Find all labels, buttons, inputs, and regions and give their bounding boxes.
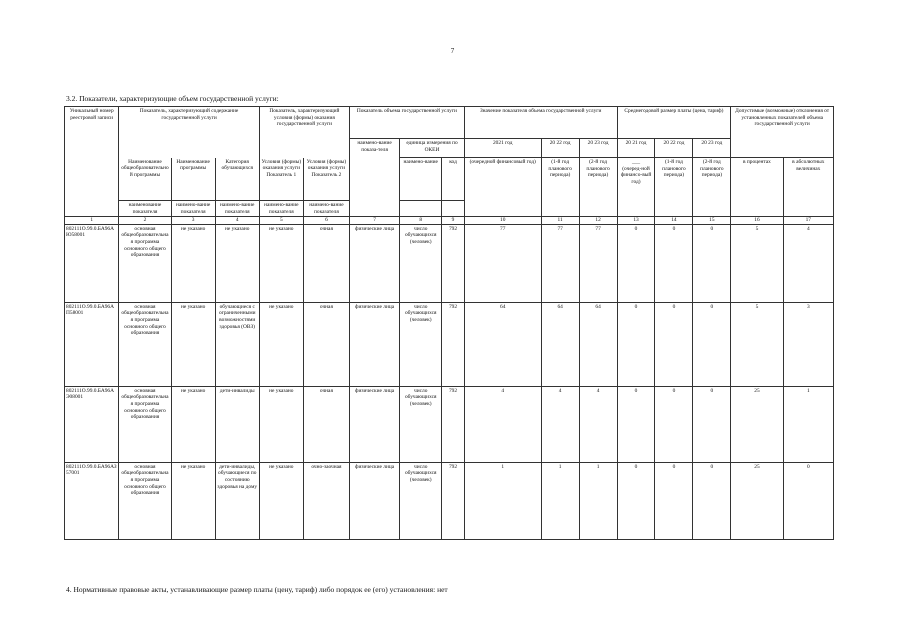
cell-price-2023: 0 (693, 462, 731, 539)
header-row-1 (65, 107, 834, 139)
header-price-year-2023: 20 23 год (693, 139, 731, 158)
cell-indicator: физические лица (349, 386, 399, 462)
cell-value-2023: 77 (579, 224, 617, 302)
cell-code: 792 (442, 224, 465, 302)
column-number: 7 (349, 217, 399, 225)
cell-program: основная общеобразовательная программа основного общего образования (119, 386, 171, 462)
cell-unit: число обучающихся (человек) (400, 462, 442, 539)
column-number: 13 (617, 217, 655, 225)
header-price-year-2021: 20 21 год (617, 139, 655, 158)
column-number: 12 (579, 217, 617, 225)
table-row (65, 386, 834, 462)
cell-registry-id: 802111О.99.0.БА96АЭ08001 (65, 386, 119, 462)
cell-deviation-percent: 25 (731, 462, 783, 539)
cell-category: дети-инвалиды, обучающиеся по состоянию здоровья на дому (215, 462, 259, 539)
column-number: 6 (303, 217, 349, 225)
header-unit-group: единица измерения по ОКЕИ (400, 139, 465, 158)
header-percent: в процентах (731, 158, 783, 217)
cell-category: обучающиеся с ограниченными возможностями здоровья (ОВЗ) (215, 302, 259, 386)
cell-unit: число обучающихся (человек) (400, 386, 442, 462)
cell-deviation-absolute: 1 (783, 386, 833, 462)
cell-price-2022: 0 (655, 462, 693, 539)
header-col-condition-2: Условия (формы) оказания услуги Показатель 2 (303, 158, 349, 201)
cell-value-2021: 64 (464, 302, 541, 386)
cell-category: не указано (215, 224, 259, 302)
page-number: 7 (450, 47, 455, 55)
column-number: 5 (259, 217, 303, 225)
header-volume-name: наимено-вание показа-теля (349, 139, 399, 217)
header-price-group: Среднегодовой размер платы (цена, тариф) (617, 107, 731, 139)
column-number: 11 (541, 217, 579, 225)
column-number: 15 (693, 217, 731, 225)
cell-code: 792 (442, 462, 465, 539)
column-number: 16 (731, 217, 783, 225)
cell-value-2022: 77 (541, 224, 579, 302)
cell-price-2023: 0 (693, 386, 731, 462)
cell-condition-1: не указано (259, 386, 303, 462)
cell-price-2023: 0 (693, 224, 731, 302)
cell-unit: число обучающихся (человек) (400, 224, 442, 302)
cell-deviation-absolute: 3 (783, 302, 833, 386)
table-row (65, 462, 834, 539)
cell-value-2022: 1 (541, 462, 579, 539)
header-year-2023: 20 23 год (579, 139, 617, 158)
cell-price-2021: 0 (617, 462, 655, 539)
header-col-condition-1: Условия (формы) оказания услуги Показатель 1 (259, 158, 303, 201)
header-first-year: (1-й год планового периода) (541, 158, 579, 217)
cell-program-name: не указано (171, 386, 215, 462)
column-number: 8 (400, 217, 442, 225)
header-col-program-name: Наименование программы (171, 158, 215, 201)
cell-price-2022: 0 (655, 302, 693, 386)
cell-price-2021: 0 (617, 224, 655, 302)
header-volume-group: Показатель объема государственной услуги (349, 107, 464, 139)
volume-indicators-table (64, 106, 834, 540)
cell-category: дети-инвалиды (215, 386, 259, 462)
cell-condition-2: очная (303, 224, 349, 302)
cell-registry-id: 802111О.99.0.БА96АЗ57001 (65, 462, 119, 539)
column-number: 2 (119, 217, 171, 225)
cell-indicator: физические лица (349, 224, 399, 302)
cell-program-name: не указано (171, 462, 215, 539)
cell-program-name: не указано (171, 302, 215, 386)
cell-deviation-percent: 5 (731, 302, 783, 386)
cell-condition-2: очная (303, 386, 349, 462)
header-content-group: Показатель, характеризующий содержание государственной услуги (119, 107, 259, 158)
cell-unit: число обучающихся (человек) (400, 302, 442, 386)
cell-registry-id: 802111О.99.0.БА96АЮ58001 (65, 224, 119, 302)
header-col-program: Наименование общеобразовательной программы (119, 158, 171, 201)
cell-price-2023: 0 (693, 302, 731, 386)
cell-price-2022: 0 (655, 386, 693, 462)
cell-program: основная общеобразовательная программа основного общего образования (119, 462, 171, 539)
header-price-first: (1-й год планового периода) (655, 158, 693, 217)
header-empty (442, 201, 465, 217)
cell-condition-2: очно-заочная (303, 462, 349, 539)
column-number: 3 (171, 217, 215, 225)
column-number: 17 (783, 217, 833, 225)
column-number: 4 (215, 217, 259, 225)
header-indicator-name: наименование показателя (119, 201, 171, 217)
cell-program-name: не указано (171, 224, 215, 302)
header-indicator-name: наимено-вание показателя (259, 201, 303, 217)
cell-code: 792 (442, 386, 465, 462)
cell-value-2023: 1 (579, 462, 617, 539)
header-col-category: Категория обучающихся (215, 158, 259, 201)
cell-deviation-absolute: 4 (783, 224, 833, 302)
header-indicator-name: наимено-вание показателя (215, 201, 259, 217)
cell-code: 792 (442, 302, 465, 386)
header-indicator-name: наимено-вание показателя (171, 201, 215, 217)
header-value-group: Значение показателя объема государственной услуги (464, 107, 617, 139)
cell-price-2022: 0 (655, 224, 693, 302)
cell-value-2023: 4 (579, 386, 617, 462)
header-unit-name: наимено-вание (400, 158, 442, 201)
cell-value-2022: 64 (541, 302, 579, 386)
cell-indicator: физические лица (349, 302, 399, 386)
header-price-second: (2-й год планового периода) (693, 158, 731, 217)
cell-value-2021: 1 (464, 462, 541, 539)
column-number-row (65, 217, 834, 225)
header-absolute: в абсолютных величинах (783, 158, 833, 217)
header-row-3 (65, 158, 834, 201)
cell-value-2021: 77 (464, 224, 541, 302)
header-deviation-group: Допустимые (возможные) отклонения от установленных показателей объема государственной услуги (731, 107, 834, 158)
table-row (65, 302, 834, 386)
cell-value-2023: 64 (579, 302, 617, 386)
cell-program: основная общеобразовательная программа основного общего образования (119, 224, 171, 302)
header-unit-code: код (442, 158, 465, 201)
header-unique-number: Уникальный номер реестровой записи (65, 107, 119, 217)
cell-price-2021: 0 (617, 386, 655, 462)
header-conditions-group: Показатель, характеризующий условия (формы) оказания государственной услуги (259, 107, 349, 158)
header-fy: (очередной финансовый год) (464, 158, 541, 217)
column-number: 9 (442, 217, 465, 225)
cell-indicator: физические лица (349, 462, 399, 539)
header-price-fy (617, 158, 655, 217)
table-row (65, 224, 834, 302)
header-price-year-2022: 20 22 год (655, 139, 693, 158)
header-second-year: (2-й год планового периода) (579, 158, 617, 217)
footer-note: 4. Нормативные правовые акты, устанавливающие размер платы (цену, тариф) либо порядок ее (его) установления: нет (66, 585, 448, 594)
cell-deviation-percent: 5 (731, 224, 783, 302)
header-price-fy-line: ___ (631, 159, 641, 165)
cell-deviation-absolute: 0 (783, 462, 833, 539)
cell-value-2022: 4 (541, 386, 579, 462)
cell-condition-1: не указано (259, 462, 303, 539)
column-number: 14 (655, 217, 693, 225)
header-year-2021: 2021 год (464, 139, 541, 158)
cell-deviation-percent: 25 (731, 386, 783, 462)
cell-condition-1: не указано (259, 302, 303, 386)
cell-value-2021: 4 (464, 386, 541, 462)
cell-condition-2: очная (303, 302, 349, 386)
cell-registry-id: 802111О.99.0.БА96АП58001 (65, 302, 119, 386)
header-price-fy-label: (очеред-ной финансо-вый год) (620, 165, 652, 185)
section-title: 3.2. Показатели, характеризующие объем государственной услуги: (66, 94, 279, 103)
cell-program: основная общеобразовательная программа основного общего образования (119, 302, 171, 386)
header-indicator-name: наимено-вание показателя (303, 201, 349, 217)
cell-condition-1: не указано (259, 224, 303, 302)
column-number: 1 (65, 217, 119, 225)
column-number: 10 (464, 217, 541, 225)
header-year-2022: 20 22 год (541, 139, 579, 158)
cell-price-2021: 0 (617, 302, 655, 386)
header-empty (400, 201, 442, 217)
